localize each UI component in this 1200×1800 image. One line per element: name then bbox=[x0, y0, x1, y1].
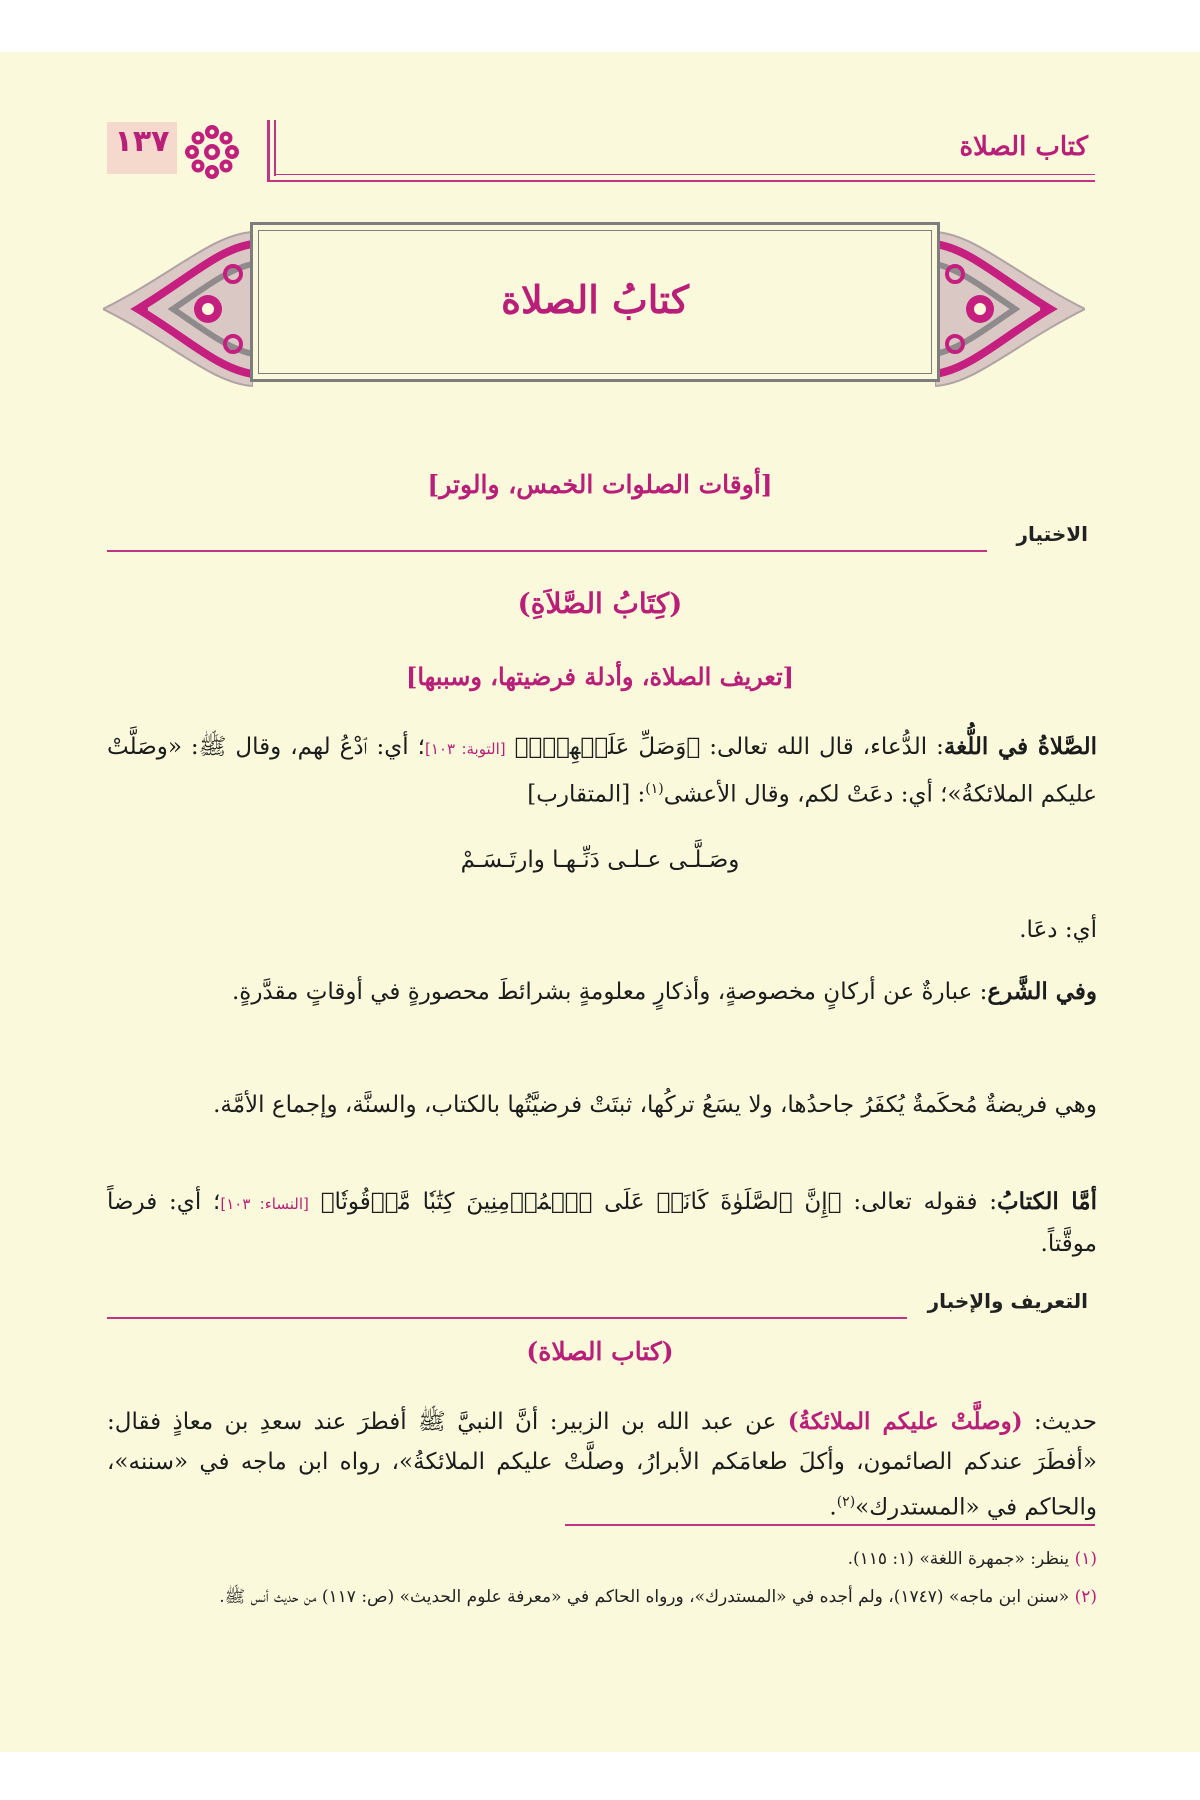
source-label-ikhtiyar: الاختيار bbox=[1016, 522, 1088, 546]
poetry-verse: وصَـلَّـى عـلـى دَنِّـهـا وارتَـسَـمْ bbox=[460, 847, 740, 873]
hadith-quote: (وصلَّتْ عليكم الملائكةُ) bbox=[787, 1408, 1023, 1435]
term-lugha: الصَّلاةُ في اللُّغة bbox=[943, 733, 1097, 760]
ornament-right bbox=[935, 224, 1085, 394]
paragraph-shar: وفي الشَّرع: عبارةٌ عن أركانٍ مخصوصةٍ، وأذكارٍ معلومةٍ بشرائطَ محصورةٍ في أوقاتٍ مقدَّرةٍ. bbox=[231, 978, 1097, 1005]
page-number: ١٣٧ bbox=[114, 124, 170, 159]
footnote-text: ينظر: «جمهرة اللغة» (١: ١١٥). bbox=[847, 1549, 1070, 1569]
paragraph-lugha: الصَّلاةُ في اللُّغة: الدُّعاء، قال الله تعالى: ﴿وَصَلِّ عَلَيۡهِمۡۖ﴾ [التوبة: ١٠٣]؛ أي: ٱدْعُ لهم، وقال ﷺ: «وصَلَّتْ عليكم الملائكةُ»؛ أي: دعَتْ لكم، وقال الأعشى$^{(١)}$: [المتقارب] bbox=[107, 733, 1097, 808]
paragraph-meaning: أي: دعَا. bbox=[1019, 917, 1097, 943]
paragraph-hadith: حديث: (وصلَّتْ عليكم الملائكةُ) عن عبد الله بن الزبير: أنَّ النبيَّ ﷺ أفطرَ عند سعدِ بن معاذٍ فقال: «أفطَرَ عندكم الصائمون، وأكلَ طعامَكم الأبرارُ، وصلَّتْ عليكم الملائكةُ»، رواه ابن ماجه في «سننه»، والحاكم في «المستدرك»$^{(٢)}$. bbox=[107, 1408, 1097, 1521]
header-vertical-rule-2 bbox=[274, 120, 276, 176]
footnote-number: (٢) bbox=[1074, 1587, 1097, 1607]
book-title-2: (كتاب الصلاة) bbox=[526, 1337, 674, 1366]
footnote-number: (١) bbox=[1074, 1549, 1097, 1569]
source2-rule bbox=[107, 1317, 907, 1319]
header-rule-2 bbox=[274, 174, 1095, 175]
footnote-text: «سنن ابن ماجه» (١٧٤٧)، ولم أجده في «المستدرك»، ورواه الحاكم في «معرفة علوم الحديث» (ص: ١١٧) من حديث أنس ﷺ. bbox=[219, 1587, 1070, 1607]
page bbox=[0, 52, 1200, 1752]
footnote-marker-2: (٢) bbox=[836, 1494, 856, 1510]
quran-ref-2: [النساء: ١٠٣] bbox=[220, 1195, 309, 1213]
ornament-left bbox=[103, 224, 253, 394]
source1-rule bbox=[107, 550, 987, 552]
banner-title: كتابُ الصلاة bbox=[501, 277, 689, 322]
quran-ref: [التوبة: ١٠٣] bbox=[424, 740, 506, 758]
header-rule bbox=[267, 180, 1095, 182]
term-kitab: أمَّا الكتابُ bbox=[997, 1188, 1097, 1215]
section-heading: [أوقات الصلوات الخمس، والوتر] bbox=[427, 470, 773, 499]
term-shar: وفي الشَّرع bbox=[987, 978, 1097, 1005]
rosette-icon bbox=[182, 122, 242, 182]
running-title: كتاب الصلاة bbox=[959, 132, 1088, 162]
footnote-separator bbox=[565, 1524, 1095, 1526]
source-label-tarif: التعريف والإخبار bbox=[927, 1289, 1088, 1313]
paragraph-farida: وهي فريضةٌ مُحكَمةٌ يُكفَرُ جاحدُها، ولا يسَعُ تركُها، ثبتَتْ فرضيَّتُها بالكتاب، والسنَّة، وإجماع الأمَّة. bbox=[213, 1092, 1097, 1118]
book-title-1: (كِتَابُ الصَّلاَةِ) bbox=[517, 587, 683, 620]
header-vertical-rule bbox=[267, 120, 270, 182]
subheading: [تعريف الصلاة، وأدلة فرضيتها، وسببها] bbox=[406, 662, 794, 691]
footnote-2 bbox=[107, 1580, 1097, 1614]
footnote-1 bbox=[107, 1542, 1097, 1576]
footnote-marker: (١) bbox=[645, 781, 664, 797]
paragraph-kitab: أمَّا الكتابُ: فقوله تعالى: ﴿إِنَّ ٱلصَّلَوٰةَ كَانَتۡ عَلَى ٱلۡمُؤۡمِنِينَ كِتَٰبٗا مَّوۡقُوتٗا﴾ [النساء: ١٠٣]؛ أي: فرضاً موقَّتاً. bbox=[107, 1188, 1097, 1257]
